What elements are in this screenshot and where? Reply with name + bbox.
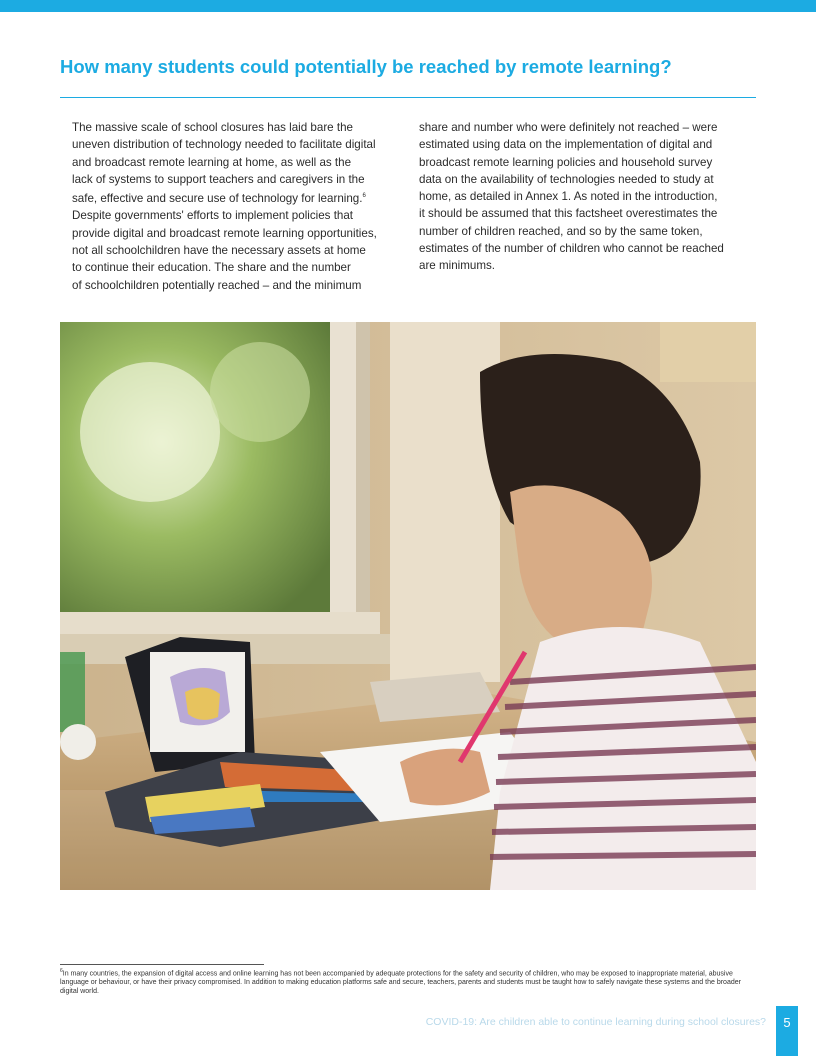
text-line: estimated using data on the implementation of digital and bbox=[419, 138, 713, 152]
running-footer-title: COVID-19: Are children able to continue learning during school closures? bbox=[425, 1016, 766, 1028]
body-paragraph-right bbox=[419, 119, 749, 275]
text-line: number of children reached, and so by the same token, bbox=[419, 224, 703, 238]
page-number: 5 bbox=[776, 1006, 798, 1056]
section-title: How many students could potentially be reached by remote learning? bbox=[60, 56, 672, 77]
title-divider bbox=[60, 97, 756, 98]
text-line: data on the availability of technologies needed to study at bbox=[419, 172, 714, 186]
text-line: share and number who were definitely not reached – were bbox=[419, 121, 718, 134]
text-line: Despite governments' efforts to implement policies that bbox=[72, 209, 354, 223]
text-line bbox=[72, 188, 402, 207]
text-line: of schoolchildren potentially reached – and the minimum bbox=[72, 278, 362, 292]
footnote-reference[interactable]: 6 bbox=[362, 193, 366, 200]
text-line: uneven distribution of technology needed to facilitate digital bbox=[72, 138, 376, 152]
text-line: and broadcast remote learning at home, as well as the bbox=[72, 155, 352, 169]
footnote bbox=[60, 967, 750, 996]
text-line: estimates of the number of children who cannot be reached bbox=[419, 242, 724, 256]
footnote-text: In many countries, the expansion of digital access and online learning has not been accompanied by adequate protections for the safety and security of children, who may be exposed to inappropriate material, abusive language or behaviour, or have their privacy compromised. In addition to making education platforms safe and secure, teachers, parents and students must be taught how to safely navigate these systems and the broader digital world. bbox=[60, 970, 741, 996]
top-accent-bar bbox=[0, 0, 816, 12]
body-column-right bbox=[419, 119, 749, 275]
text-line: The massive scale of school closures has laid bare the bbox=[72, 121, 353, 134]
text-line: broadcast remote learning policies and household survey bbox=[419, 155, 713, 169]
text-line: provide digital and broadcast remote learning opportunities, bbox=[72, 226, 377, 240]
text-line: it should be assumed that this factsheet overestimates the bbox=[419, 207, 718, 221]
text-line: home, as detailed in Annex 1. As noted in the introduction, bbox=[419, 190, 718, 204]
text-line: are minimums. bbox=[419, 259, 496, 273]
text-line: lack of systems to support teachers and caregivers in the bbox=[72, 172, 365, 186]
text-line: not all schoolchildren have the necessary assets at home bbox=[72, 243, 366, 257]
body-column-left bbox=[72, 119, 402, 294]
body-paragraph-left bbox=[72, 119, 402, 294]
footnote-number: 6 bbox=[60, 968, 63, 974]
text-line: to continue their education. The share and the number bbox=[72, 261, 351, 275]
text-line-content: safe, effective and secure use of technology for learning. bbox=[72, 192, 363, 206]
child-studying-photo bbox=[60, 322, 756, 890]
footnote-divider bbox=[60, 964, 264, 965]
